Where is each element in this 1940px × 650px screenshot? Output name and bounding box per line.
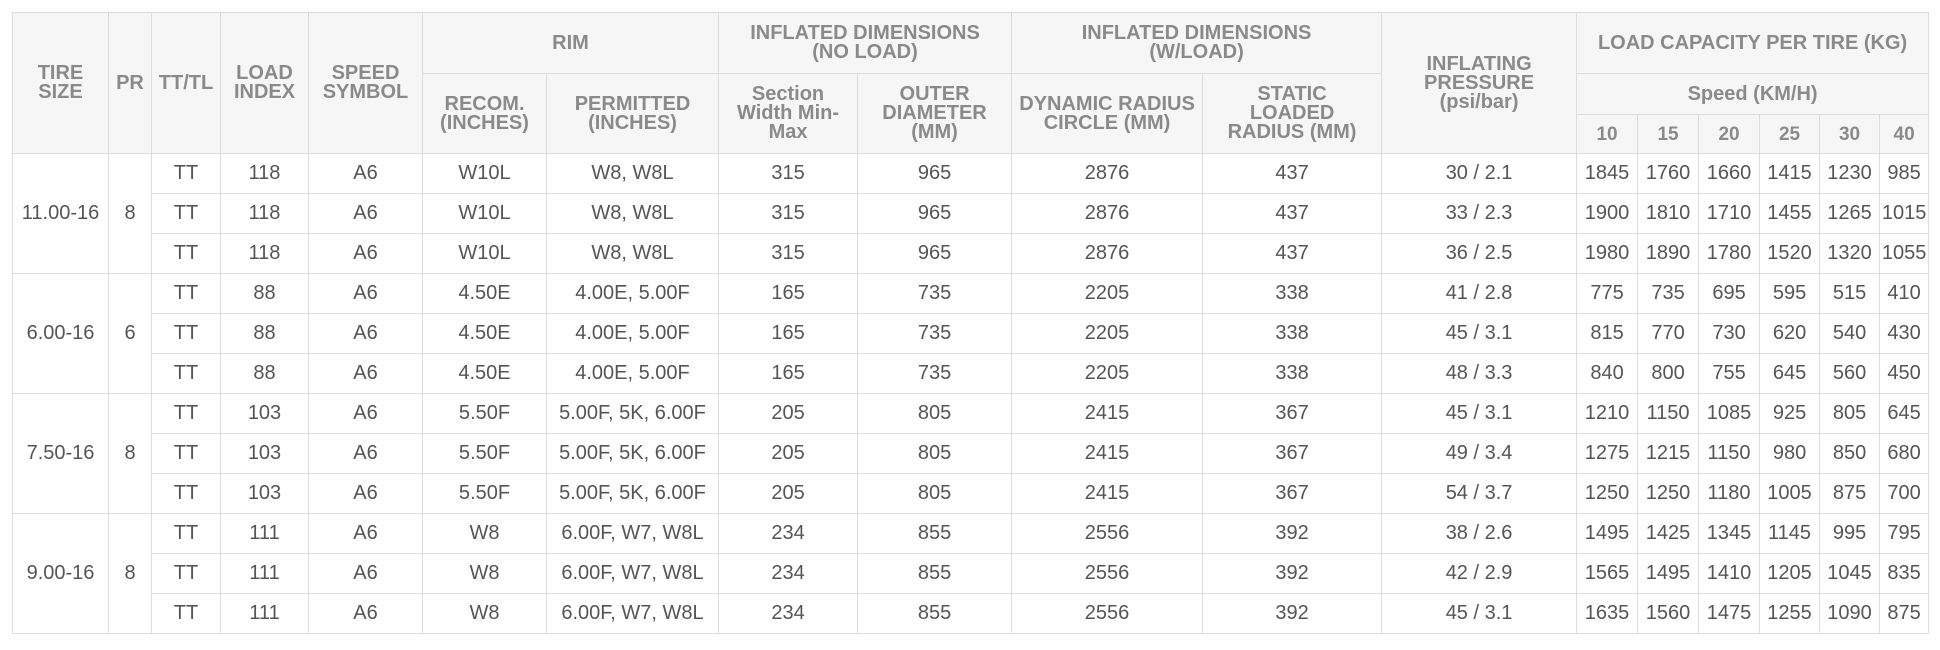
cell-tt-tl: TT <box>152 474 221 514</box>
cell-tt-tl: TT <box>152 194 221 234</box>
cell-load-capacity: 430 <box>1880 314 1929 354</box>
cell-inflating-pressure: 48 / 3.3 <box>1382 354 1577 394</box>
cell-load-capacity: 1320 <box>1820 234 1880 274</box>
cell-section-width: 165 <box>719 274 858 314</box>
cell-static-radius: 392 <box>1203 594 1382 634</box>
cell-static-radius: 392 <box>1203 514 1382 554</box>
cell-inflating-pressure: 42 / 2.9 <box>1382 554 1577 594</box>
cell-dynamic-radius: 2415 <box>1012 474 1203 514</box>
cell-load-capacity: 1265 <box>1820 194 1880 234</box>
cell-outer-diameter: 855 <box>858 594 1012 634</box>
cell-load-capacity: 595 <box>1760 274 1820 314</box>
cell-section-width: 315 <box>719 194 858 234</box>
header-rim-permitted: PERMITTED (INCHES) <box>547 74 719 154</box>
cell-tire-size: 9.00-16 <box>13 514 109 634</box>
cell-load-capacity: 1980 <box>1577 234 1638 274</box>
tire-spec-table-container <box>12 12 1928 634</box>
cell-speed-symbol: A6 <box>309 354 423 394</box>
cell-load-capacity: 1495 <box>1638 554 1699 594</box>
tire-spec-table <box>12 12 1929 634</box>
cell-pr: 8 <box>109 394 152 514</box>
header-speed-40: 40 <box>1880 115 1929 154</box>
cell-section-width: 234 <box>719 594 858 634</box>
cell-load-index: 103 <box>221 474 309 514</box>
cell-load-capacity: 800 <box>1638 354 1699 394</box>
cell-load-capacity: 645 <box>1880 394 1929 434</box>
cell-load-capacity: 1205 <box>1760 554 1820 594</box>
cell-rim-permitted: 4.00E, 5.00F <box>547 354 719 394</box>
cell-rim-recom: W10L <box>423 234 547 274</box>
cell-tt-tl: TT <box>152 554 221 594</box>
cell-speed-symbol: A6 <box>309 474 423 514</box>
cell-load-capacity: 735 <box>1638 274 1699 314</box>
cell-load-capacity: 1890 <box>1638 234 1699 274</box>
cell-load-capacity: 1150 <box>1699 434 1760 474</box>
cell-load-capacity: 560 <box>1820 354 1880 394</box>
cell-load-capacity: 995 <box>1820 514 1880 554</box>
cell-load-capacity: 1410 <box>1699 554 1760 594</box>
cell-rim-permitted: 6.00F, W7, W8L <box>547 514 719 554</box>
cell-load-capacity: 1415 <box>1760 154 1820 194</box>
cell-rim-permitted: 5.00F, 5K, 6.00F <box>547 434 719 474</box>
cell-load-capacity: 835 <box>1880 554 1929 594</box>
cell-load-capacity: 840 <box>1577 354 1638 394</box>
cell-outer-diameter: 965 <box>858 234 1012 274</box>
cell-load-capacity: 1090 <box>1820 594 1880 634</box>
cell-load-capacity: 1015 <box>1880 194 1929 234</box>
cell-rim-permitted: 6.00F, W7, W8L <box>547 594 719 634</box>
cell-load-capacity: 450 <box>1880 354 1929 394</box>
table-row <box>13 514 1929 554</box>
cell-load-capacity: 1455 <box>1760 194 1820 234</box>
cell-rim-permitted: W8, W8L <box>547 234 719 274</box>
cell-rim-recom: 5.50F <box>423 394 547 434</box>
cell-dynamic-radius: 2556 <box>1012 514 1203 554</box>
cell-load-capacity: 815 <box>1577 314 1638 354</box>
cell-load-capacity: 775 <box>1577 274 1638 314</box>
cell-load-capacity: 645 <box>1760 354 1820 394</box>
cell-static-radius: 338 <box>1203 314 1382 354</box>
cell-load-capacity: 980 <box>1760 434 1820 474</box>
cell-pr: 6 <box>109 274 152 394</box>
cell-inflating-pressure: 30 / 2.1 <box>1382 154 1577 194</box>
table-row <box>13 354 1929 394</box>
cell-outer-diameter: 855 <box>858 554 1012 594</box>
cell-dynamic-radius: 2415 <box>1012 434 1203 474</box>
cell-load-capacity: 1005 <box>1760 474 1820 514</box>
cell-dynamic-radius: 2556 <box>1012 554 1203 594</box>
cell-speed-symbol: A6 <box>309 594 423 634</box>
cell-rim-recom: 4.50E <box>423 274 547 314</box>
cell-load-capacity: 1255 <box>1760 594 1820 634</box>
cell-load-capacity: 875 <box>1820 474 1880 514</box>
cell-section-width: 234 <box>719 554 858 594</box>
cell-outer-diameter: 735 <box>858 354 1012 394</box>
cell-speed-symbol: A6 <box>309 394 423 434</box>
header-section-width: Section Width Min-Max <box>719 74 858 154</box>
cell-load-capacity: 1780 <box>1699 234 1760 274</box>
cell-load-capacity: 1045 <box>1820 554 1880 594</box>
cell-inflating-pressure: 45 / 3.1 <box>1382 594 1577 634</box>
cell-tt-tl: TT <box>152 514 221 554</box>
header-speed-10: 10 <box>1577 115 1638 154</box>
header-outer-diameter: OUTER DIAMETER (MM) <box>858 74 1012 154</box>
cell-rim-recom: W8 <box>423 594 547 634</box>
cell-load-capacity: 1230 <box>1820 154 1880 194</box>
header-inflating-pressure: INFLATING PRESSURE (psi/bar) <box>1382 13 1577 154</box>
cell-outer-diameter: 855 <box>858 514 1012 554</box>
cell-tt-tl: TT <box>152 234 221 274</box>
cell-tt-tl: TT <box>152 154 221 194</box>
table-row <box>13 154 1929 194</box>
cell-inflating-pressure: 36 / 2.5 <box>1382 234 1577 274</box>
cell-load-capacity: 1425 <box>1638 514 1699 554</box>
cell-load-index: 118 <box>221 154 309 194</box>
header-tt-tl: TT/TL <box>152 13 221 154</box>
cell-load-index: 111 <box>221 594 309 634</box>
cell-load-capacity: 1520 <box>1760 234 1820 274</box>
table-row <box>13 554 1929 594</box>
cell-rim-recom: W8 <box>423 514 547 554</box>
cell-dynamic-radius: 2415 <box>1012 394 1203 434</box>
header-inflated-w-load: INFLATED DIMENSIONS (W/LOAD) <box>1012 13 1382 74</box>
cell-load-capacity: 1710 <box>1699 194 1760 234</box>
cell-load-index: 88 <box>221 274 309 314</box>
cell-load-capacity: 770 <box>1638 314 1699 354</box>
table-body <box>13 154 1929 634</box>
cell-load-capacity: 1210 <box>1577 394 1638 434</box>
cell-tt-tl: TT <box>152 354 221 394</box>
cell-load-index: 88 <box>221 354 309 394</box>
cell-dynamic-radius: 2205 <box>1012 314 1203 354</box>
header-dynamic-radius: DYNAMIC RADIUS CIRCLE (MM) <box>1012 74 1203 154</box>
cell-load-capacity: 755 <box>1699 354 1760 394</box>
cell-load-capacity: 695 <box>1699 274 1760 314</box>
cell-load-index: 111 <box>221 514 309 554</box>
cell-load-capacity: 410 <box>1880 274 1929 314</box>
cell-load-capacity: 1495 <box>1577 514 1638 554</box>
cell-load-capacity: 1660 <box>1699 154 1760 194</box>
cell-load-capacity: 1475 <box>1699 594 1760 634</box>
header-inflated-no-load: INFLATED DIMENSIONS (NO LOAD) <box>719 13 1012 74</box>
cell-dynamic-radius: 2876 <box>1012 154 1203 194</box>
header-load-index: LOAD INDEX <box>221 13 309 154</box>
cell-rim-recom: W8 <box>423 554 547 594</box>
cell-load-capacity: 730 <box>1699 314 1760 354</box>
table-row <box>13 394 1929 434</box>
cell-outer-diameter: 735 <box>858 274 1012 314</box>
cell-tt-tl: TT <box>152 394 221 434</box>
cell-load-capacity: 620 <box>1760 314 1820 354</box>
cell-section-width: 315 <box>719 234 858 274</box>
cell-rim-permitted: 5.00F, 5K, 6.00F <box>547 474 719 514</box>
table-header <box>13 13 1929 154</box>
cell-load-capacity: 540 <box>1820 314 1880 354</box>
cell-load-capacity: 515 <box>1820 274 1880 314</box>
cell-static-radius: 437 <box>1203 194 1382 234</box>
cell-speed-symbol: A6 <box>309 234 423 274</box>
header-static-radius: STATIC LOADED RADIUS (MM) <box>1203 74 1382 154</box>
cell-inflating-pressure: 41 / 2.8 <box>1382 274 1577 314</box>
header-speed-25: 25 <box>1760 115 1820 154</box>
cell-section-width: 165 <box>719 354 858 394</box>
cell-load-capacity: 1215 <box>1638 434 1699 474</box>
cell-static-radius: 367 <box>1203 474 1382 514</box>
header-rim: RIM <box>423 13 719 74</box>
cell-load-capacity: 1180 <box>1699 474 1760 514</box>
cell-outer-diameter: 805 <box>858 434 1012 474</box>
cell-inflating-pressure: 45 / 3.1 <box>1382 394 1577 434</box>
cell-load-capacity: 985 <box>1880 154 1929 194</box>
cell-static-radius: 437 <box>1203 234 1382 274</box>
table-row <box>13 594 1929 634</box>
cell-load-capacity: 700 <box>1880 474 1929 514</box>
cell-tt-tl: TT <box>152 594 221 634</box>
cell-rim-recom: W10L <box>423 154 547 194</box>
cell-tire-size: 6.00-16 <box>13 274 109 394</box>
cell-load-capacity: 1845 <box>1577 154 1638 194</box>
cell-static-radius: 367 <box>1203 394 1382 434</box>
cell-inflating-pressure: 45 / 3.1 <box>1382 314 1577 354</box>
cell-tire-size: 7.50-16 <box>13 394 109 514</box>
cell-load-capacity: 1085 <box>1699 394 1760 434</box>
cell-section-width: 205 <box>719 474 858 514</box>
table-row <box>13 434 1929 474</box>
cell-outer-diameter: 965 <box>858 194 1012 234</box>
cell-rim-recom: 4.50E <box>423 314 547 354</box>
table-row <box>13 474 1929 514</box>
cell-load-index: 118 <box>221 234 309 274</box>
cell-speed-symbol: A6 <box>309 154 423 194</box>
cell-dynamic-radius: 2876 <box>1012 234 1203 274</box>
cell-tt-tl: TT <box>152 434 221 474</box>
cell-load-capacity: 1150 <box>1638 394 1699 434</box>
cell-load-capacity: 1275 <box>1577 434 1638 474</box>
header-pr: PR <box>109 13 152 154</box>
cell-load-capacity: 875 <box>1880 594 1929 634</box>
header-load-capacity: LOAD CAPACITY PER TIRE (KG) <box>1577 13 1929 74</box>
cell-dynamic-radius: 2876 <box>1012 194 1203 234</box>
cell-load-index: 111 <box>221 554 309 594</box>
header-speed-15: 15 <box>1638 115 1699 154</box>
cell-rim-permitted: W8, W8L <box>547 154 719 194</box>
cell-section-width: 205 <box>719 434 858 474</box>
cell-outer-diameter: 805 <box>858 394 1012 434</box>
cell-rim-permitted: 6.00F, W7, W8L <box>547 554 719 594</box>
cell-speed-symbol: A6 <box>309 314 423 354</box>
cell-load-index: 103 <box>221 394 309 434</box>
cell-static-radius: 367 <box>1203 434 1382 474</box>
cell-load-capacity: 1560 <box>1638 594 1699 634</box>
cell-section-width: 315 <box>719 154 858 194</box>
cell-rim-permitted: 4.00E, 5.00F <box>547 274 719 314</box>
table-row <box>13 274 1929 314</box>
cell-inflating-pressure: 33 / 2.3 <box>1382 194 1577 234</box>
cell-tire-size: 11.00-16 <box>13 154 109 274</box>
cell-outer-diameter: 735 <box>858 314 1012 354</box>
cell-pr: 8 <box>109 154 152 274</box>
header-speed-kmh: Speed (KM/H) <box>1577 74 1929 115</box>
cell-rim-recom: 5.50F <box>423 474 547 514</box>
cell-load-index: 118 <box>221 194 309 234</box>
header-tire-size: TIRE SIZE <box>13 13 109 154</box>
header-speed-20: 20 <box>1699 115 1760 154</box>
cell-speed-symbol: A6 <box>309 554 423 594</box>
cell-static-radius: 392 <box>1203 554 1382 594</box>
cell-load-capacity: 1345 <box>1699 514 1760 554</box>
cell-tt-tl: TT <box>152 314 221 354</box>
table-row <box>13 314 1929 354</box>
cell-pr: 8 <box>109 514 152 634</box>
cell-load-capacity: 1250 <box>1577 474 1638 514</box>
cell-load-index: 103 <box>221 434 309 474</box>
cell-section-width: 165 <box>719 314 858 354</box>
cell-rim-permitted: 5.00F, 5K, 6.00F <box>547 394 719 434</box>
cell-rim-permitted: W8, W8L <box>547 194 719 234</box>
cell-load-capacity: 925 <box>1760 394 1820 434</box>
cell-outer-diameter: 965 <box>858 154 1012 194</box>
cell-dynamic-radius: 2205 <box>1012 274 1203 314</box>
cell-load-capacity: 1760 <box>1638 154 1699 194</box>
cell-load-capacity: 1635 <box>1577 594 1638 634</box>
cell-static-radius: 338 <box>1203 354 1382 394</box>
cell-load-capacity: 1900 <box>1577 194 1638 234</box>
cell-rim-recom: 4.50E <box>423 354 547 394</box>
cell-load-capacity: 1055 <box>1880 234 1929 274</box>
cell-load-index: 88 <box>221 314 309 354</box>
cell-static-radius: 338 <box>1203 274 1382 314</box>
cell-speed-symbol: A6 <box>309 274 423 314</box>
table-row <box>13 194 1929 234</box>
cell-load-capacity: 795 <box>1880 514 1929 554</box>
cell-speed-symbol: A6 <box>309 514 423 554</box>
cell-outer-diameter: 805 <box>858 474 1012 514</box>
cell-static-radius: 437 <box>1203 154 1382 194</box>
cell-section-width: 205 <box>719 394 858 434</box>
cell-rim-recom: W10L <box>423 194 547 234</box>
cell-dynamic-radius: 2556 <box>1012 594 1203 634</box>
header-speed-30: 30 <box>1820 115 1880 154</box>
cell-load-capacity: 805 <box>1820 394 1880 434</box>
cell-load-capacity: 1565 <box>1577 554 1638 594</box>
table-row <box>13 234 1929 274</box>
cell-load-capacity: 1810 <box>1638 194 1699 234</box>
cell-inflating-pressure: 54 / 3.7 <box>1382 474 1577 514</box>
cell-speed-symbol: A6 <box>309 194 423 234</box>
cell-section-width: 234 <box>719 514 858 554</box>
cell-load-capacity: 680 <box>1880 434 1929 474</box>
cell-rim-permitted: 4.00E, 5.00F <box>547 314 719 354</box>
cell-load-capacity: 850 <box>1820 434 1880 474</box>
header-rim-recom: RECOM. (INCHES) <box>423 74 547 154</box>
cell-dynamic-radius: 2205 <box>1012 354 1203 394</box>
cell-load-capacity: 1250 <box>1638 474 1699 514</box>
cell-inflating-pressure: 38 / 2.6 <box>1382 514 1577 554</box>
cell-speed-symbol: A6 <box>309 434 423 474</box>
cell-tt-tl: TT <box>152 274 221 314</box>
cell-inflating-pressure: 49 / 3.4 <box>1382 434 1577 474</box>
cell-rim-recom: 5.50F <box>423 434 547 474</box>
header-speed-symbol: SPEED SYMBOL <box>309 13 423 154</box>
cell-load-capacity: 1145 <box>1760 514 1820 554</box>
